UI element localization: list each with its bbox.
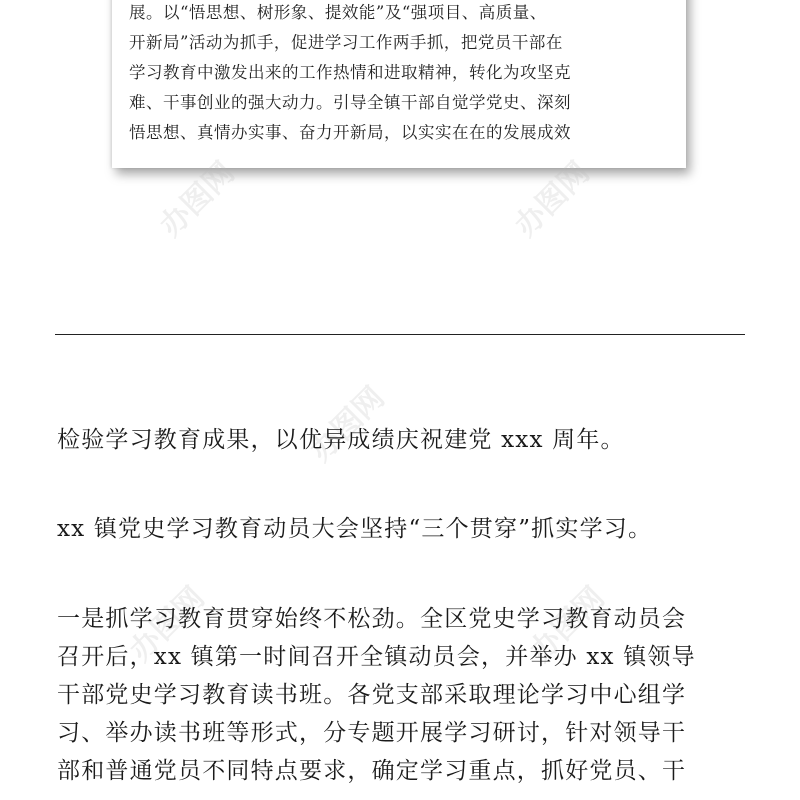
watermark: 办图网 [508,155,597,244]
body-paragraph [57,511,757,547]
body-paragraph-line: 一是抓学习教育贯穿始终不松劲。全区党史学习教育动员会 [57,606,687,632]
preview-card [112,0,686,168]
body-paragraph-line: 召开后，xx 镇第一时间召开全镇动员会，并举办 xx 镇领导 [57,644,696,670]
preview-card-line: 难、干事创业的强大动力。引导全镇干部自觉学党史、深刻 [129,93,571,112]
preview-card-line: 开新局”活动为抓手，促进学习工作两手抓，把党员干部在 [129,33,563,52]
preview-card-line: 悟思想、真情办实事、奋力开新局，以实实在在的发展成效 [129,123,571,142]
body-paragraph-line: 部和普通党员不同特点要求，确定学习重点，抓好党员、干 [57,758,687,784]
preview-card-line: 展。以“悟思想、树形象、提效能”及“强项目、高质量、 [129,3,547,22]
section-divider [55,334,745,335]
preview-card-text [129,0,669,148]
watermark: 办图网 [523,580,612,669]
body-paragraph-line: 习、举办读书班等形式，分专题开展学习研讨，针对领导干 [57,720,687,746]
body-paragraph-text: 检验学习教育成果，以优异成绩庆祝建党 xxx 周年。 [57,427,625,453]
watermark: 办图网 [153,155,242,244]
body-paragraph-line: 干部党史学习教育读书班。各党支部采取理论学习中心组学 [57,682,687,708]
watermark: 办图网 [123,580,212,669]
body-paragraph [57,600,757,790]
watermark: 办图网 [303,380,392,469]
body-paragraph [57,422,757,458]
preview-card-line: 学习教育中激发出来的工作热情和进取精神，转化为攻坚克 [129,63,571,82]
body-paragraph-text: xx 镇党史学习教育动员大会坚持“三个贯穿”抓实学习。 [57,516,653,542]
